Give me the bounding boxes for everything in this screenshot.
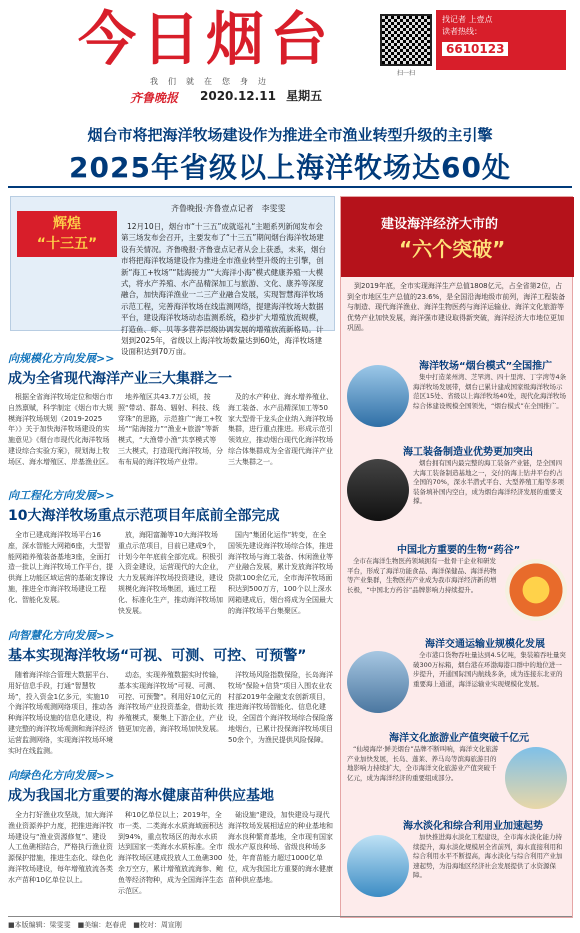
panel-header [341,197,574,277]
section-title-1: 成为全省现代海洋产业三大集群之一 [8,371,232,387]
section-tag-4: 向绿色化方向发展>> [8,769,115,782]
panel-title-line1: 建设海洋经济大市的 [381,217,499,232]
item-4-text: 全市港口货物吞吐量达到4.5亿吨，集装箱吞吐量突破300万标箱，烟台港在环渤海港口群中的地位进一步提升，开通国际国内航线多条，成为连接东北亚的重要海上通道，海洋运输业实现规模化发展。 [413,651,566,688]
pills-icon [505,559,567,621]
badge-line2: “十三五” [36,236,98,252]
section-3-col-1: 随着海洋综合管理大数据平台、用好信息手段，打通“智慧牧场”，投入资金1亿多元，实施10个海洋牧场观测网络项目，推动各种海洋牧场设施的信息化建设，构建完整的海洋牧场观测和海洋经济运营监测网络，实现海洋牧场环境实时在线监测。 [8,671,113,755]
section-title-3: 基本实现海洋牧场“可视、可测、可控、可预警” [8,648,307,664]
item-3-text: 全市在海洋生物医药领域拥有一批骨干企业和研发平台，形成了海洋功能食品、海洋保健品、海洋药物等产业集群，生物医药产业成为我市海洋经济新的增长极，“中国北方药谷”品牌影响力持续提升。 [347,557,497,594]
item-3-title: 中国北方重要的生物“药谷” [397,545,521,556]
section-2-col-1: 全市已建成海洋牧场平台16座，深水智能大网箱6座，大型智能网箱养殖装备基地3座，全面打造一批以上海洋牧场工作平台，提供海上功能区域运营的基础支撑设施，推进全市海洋牧场建设工程化、智能化发展。 [8,531,113,604]
section-4-col-3: 础设施“建设，加快建设与现代海洋牧场发展相适应的种业基地和海水良种繁育基地，全市现有国家级水产原良种场、省级良种场多处，年育苗能力超过1000亿单位，成为我国北方重要的海水健康苗种供应基地。 [228,811,333,884]
six-breakthroughs-panel [340,196,573,918]
section-2-col-3: 国内“集团化运作”转变，在全国领先建设海洋牧场综合体，推进海洋牧场与海工装备、休闲渔业等产业融合发展，累计发放海洋牧场贷款100余亿元，全市海洋牧场面积达到500万方，100个以上深水网箱建成后，烟台将成为全国最大的海洋牧场平台集聚区。 [228,531,333,615]
lead-text: 12月10日，烟台市“十三五”成就巡礼“主题系列新闻发布会第三场发布会召开，主要发布了“十三五”期间烟台海洋牧场建设有关情况。齐鲁晚报·齐鲁壹点记者从会上获悉，未来，烟台市将把海洋牧场建设作为推进全市渔业转型升级的主引擎，创新“海工+牧场”“陆海接力”“大海洋小海”模式健康养殖一大模式，将水产养殖、水产品精深加工与旅游、文化、康养等深度融合，加快海洋渔业一二三产业融合发展，实现智慧海洋牧场示范工程，完善海洋牧场在线监测网络，提建海洋牧场大数据平台，建设海洋牧场动态监测系统，稳步扩大增殖放流规模，打造鱼、虾、贝等多营养层级协调发展的增殖放流新格局。计划到2025年，省级以上海洋牧场数量达到60处，海洋牧场建设面积达到70万亩。 [121,222,326,357]
item-1-title: 海洋牧场“烟台模式”全国推广 [419,361,553,372]
masthead-slogan: 我们就在您身边 [150,77,276,86]
qr-code-icon[interactable] [380,14,432,66]
hotline-box [436,10,566,70]
section-tag-text: 向规模化方向发展 [8,352,96,365]
cargo-ship-icon [347,651,409,713]
section-tag-1: 向规模化方向发展>> [8,352,115,365]
section-2-col-2: 放，海阳富瀚等10大海洋牧场重点示范项目，目前已建成9个，计划今年年底前全部完成。积极引入资金建设，运营现代的大企业，大力发展海洋牧场投资建设，建设规模化海洋牧场集团，通过工程化、标准化生产，推动海洋牧场加快发展。 [118,531,223,615]
item-1-text: 集中打造莱州湾、芝罘湾、四十里湾、丁字湾等4条海洋牧场发展带，烟台已累计建成国家级海洋牧场示范区15处、省级以上海洋牧场40处，现代化海洋牧场综合体建设规模全国领先，“烟台模式”在全国推广。 [413,373,567,410]
section-4-col-2: 种10亿单位以上；2019年，全市一类、二类海水水质海域面积达到94%，重点牧场区的海水水质达到国家一类海水水质标准。全市海洋牧场区建成投放人工鱼礁300余万空方，累计增殖放流海参、鲍鱼等经济物种，成为全国海洋生态示范区。 [118,811,223,895]
section-1-col-3: 及的水产种业、海水增养殖业、海工装备、水产品精深加工等50家大型骨干龙头企业纳入海洋牧场集群，进行重点推进。形成示范引领效应，推动烟台现代化海洋牧场综合体集群成为全省现代海洋产业三大集群之一。 [228,393,333,466]
section-title-4: 成为我国北方重要的海水健康苗种供应基地 [8,788,274,804]
headline-main: 2025年省级以上海洋牧场达60处 [69,151,511,184]
item-6-text: 加快推进海水淡化工程建设，全市海水淡化能力持续提升，海水淡化规模居全省前列，海水直接利用和综合利用水平不断提高，海水淡化与综合利用产业加速起势，为沿海地区经济社会发展提供了水资源保障。 [413,833,563,880]
item-2-title: 海工装备制造业优势更加突出 [403,447,533,458]
headline-sub: 烟台市将把海洋牧场建设作为推进全市渔业转型升级的主引擎 [87,126,493,144]
panel-intro: 到2019年底，全市实现海洋生产总值1808亿元，占全省第2位，占到全市地区生产总值的23.6%，是全国沿海地级市前列，海洋工程装备与制造、现代海洋渔业、海洋生物医药与海洋运输业、海洋文化旅游等优势产业加快发展，海洋强市建设取得新突破，海洋经济大市地位更加巩固。 [347,282,566,332]
section-3-col-3: 洋牧场风险指数保险，长岛海洋牧场“保险+信贷”项目入围农业农村部2019年金融支农创新项目，推进海洋牧场智能化、信息化建设，全国首个海洋牧场综合保险落地烟台，已累计投保海洋牧场项目50余个，为渔民提供风险保障。 [228,671,333,744]
item-6-title: 海水淡化和综合利用业加速起势 [403,821,543,832]
item-5-title: 海洋文化旅游业产值突破千亿元 [389,733,529,744]
headline-divider [8,186,572,188]
item-2-text: 烟台拥有国内最完整的海工装备产业链，是全国四大海工装备制造基地之一，交付的海上钻井平台约占全国的70%，深水半潜式平台、大型养殖工船等多项装备填补国内空白，成为烟台海洋经济发展的重要支撑。 [413,459,564,506]
masthead-date [200,87,322,104]
section-3-col-2: 动态，实现养殖数据实时传输，基本实现海洋牧场“可视、可测、可控、可预警”。利用好10亿元的海洋牧场产业投资基金，借助长效养殖模式，聚集上下游企业，产业链更加完善，海洋牧场加快发展。 [118,671,223,733]
beach-icon [505,747,567,809]
masthead [0,0,580,108]
lead-byline: 齐鲁晚报·齐鲁壹点记者 李雯雯 [171,204,286,213]
masthead-paper-name: 齐鲁晚报 [130,91,179,105]
weekday-text: 星期五 [286,89,323,103]
item-4-title: 海洋交通运输业规模化发展 [425,639,545,650]
panel-title-line2: “六个突破” [399,237,506,261]
masthead-logo: 今日烟台 [78,5,335,73]
badge-line1: 辉煌 [53,216,81,232]
section-tag-text: 向智慧化方向发展 [8,629,96,642]
section-tag-text: 向绿色化方向发展 [8,769,96,782]
date-text: 2020.12.11 [200,89,276,103]
section-title-2: 10大海洋牧场重点示范项目年底前全部完成 [8,508,280,524]
boat-icon [347,365,409,427]
footer-credits: ■本版编辑：梁雯雯 ■美编：赵春虎 ■校对：周宣刚 [8,916,572,930]
hotline-number[interactable]: 6610123 [442,42,508,56]
oil-rig-icon [347,459,409,521]
section-1-col-1: 根据全省海洋牧场定位和烟台市自然禀赋，科学制定《烟台市大规模海洋牧场规划（2019-2025年）》关于加快海洋牧场建设的实施意见》《烟台市现代化海洋牧场建设综合实验方案》，规划海上牧场区、海水增殖区、岸基渔业区。 [8,393,113,466]
section-4-col-1: 全力打好渔业攻坚战，加大海洋渔业资源养护力度，把推进海洋牧场建设与“渔业资源修复”、建设人工鱼礁相结合，严格执行渔业资源保护措施，推进生态化、绿色化海洋牧场建设，每年增殖放流各类水产苗种10亿单位以上。 [8,811,113,884]
item-5-text: “仙境海岸·鲜美烟台”品牌不断叫响，海洋文化旅游产业加快发展，长岛、蓬莱、养马岛等滨海旅游目的地影响力持续扩大，全市海洋文化旅游业产值突破千亿元，成为海洋经济的重要组成部分。 [347,745,499,782]
water-drop-icon [347,835,409,897]
section-tag-text: 向工程化方向发展 [8,489,96,502]
section-tag-2: 向工程化方向发展>> [8,489,115,502]
qr-caption: 扫一扫 [396,70,415,77]
hotline-line1: 找记者 上壹点 [442,15,493,24]
section-tag-3: 向智慧化方向发展>> [8,629,115,642]
hotline-line2: 读者热线： [442,27,482,36]
section-1-col-2: 地养殖区共43.7万公顷，按照“带动、群岛、辐射、科技、线穿珠”的思路，示范推广“海工+牧场”“陆海接力”“渔业+旅游”等新模式，“大渔带小渔”共享模式等三大模式，打造现代海洋牧场，分布布局的海洋牧场产业带。 [118,393,223,466]
lead-box [10,196,335,357]
